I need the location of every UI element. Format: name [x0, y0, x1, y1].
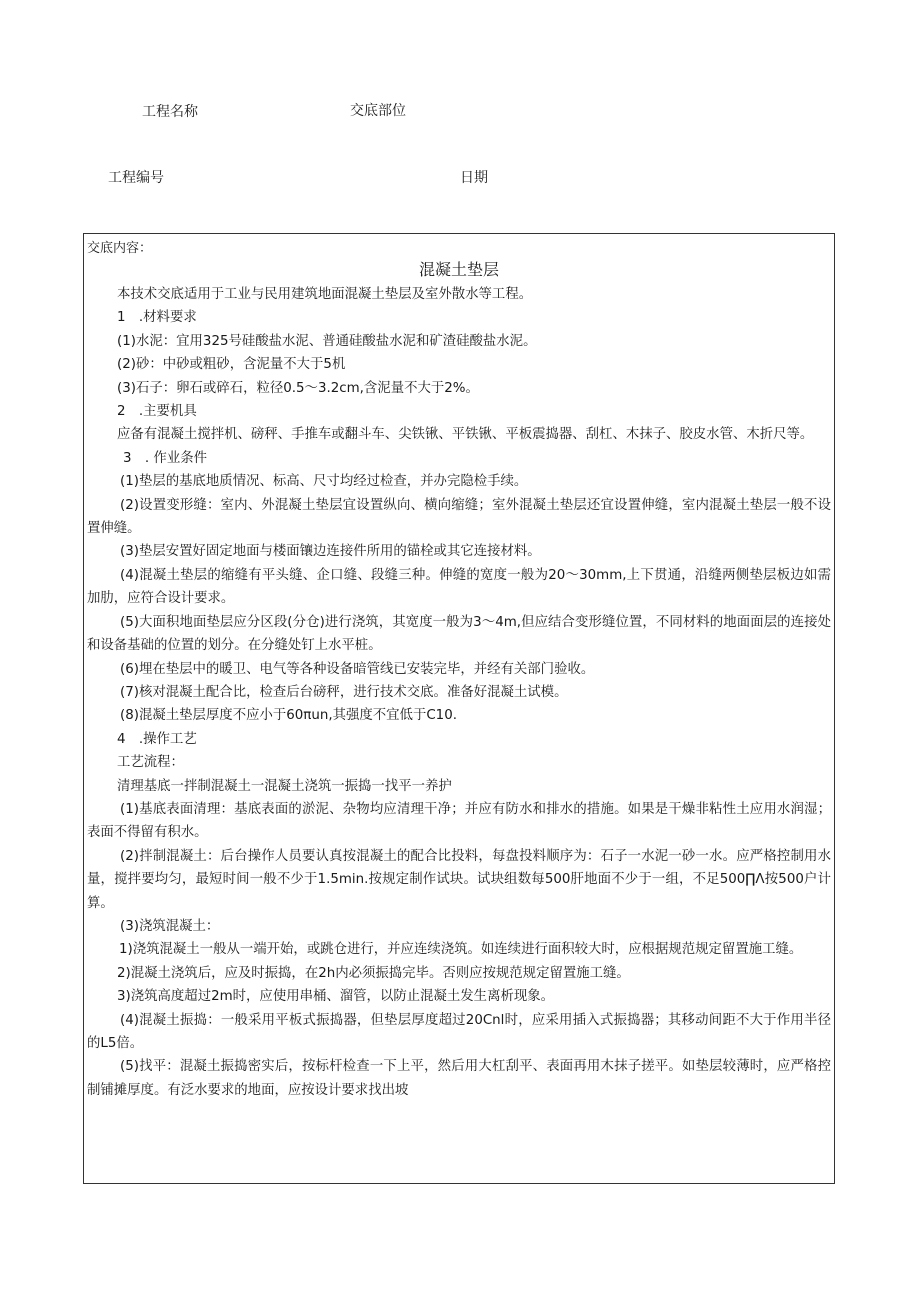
paragraph-step-1: (1)基底表面清理：基底表面的淤泥、杂物均应清理干净；并应有防水和排水的措施。如果是干燥非粘性土应用水润湿；表面不得留有积水。	[87, 801, 831, 841]
paragraph-step-3: (3)浇筑混凝土：	[120, 918, 220, 934]
paragraph-step-2: (2)拌制混凝土：后台操作人员要认真按混凝土的配合比投料，每盘投料顺序为：石子一水泥一砂一水。应严格控制用水量，搅拌要均匀，最短时间一般不少于1.5min.按规定制作试块。试块组数每500肝地面不少于一组，不足500∏Λ按500户计算。	[87, 848, 831, 911]
content-box	[83, 233, 835, 1184]
paragraph-step-5: (5)找平：混凝土振捣密实后，按标杆检查一下上平，然后用大杠刮平、表面再用木抹子搓平。如垫层较薄时，应严格控制铺摊厚度。有泛水要求的地面，应按设计要求找出坡	[87, 1059, 831, 1098]
process-flow-label: 工艺流程：	[117, 755, 184, 771]
paragraph-sand: (2)砂：中砂或粗砂，含泥量不大于5机	[117, 357, 346, 373]
paragraph-condition-8: (8)混凝土垫层厚度不应小于60πun,其强度不宜低于C10.	[120, 708, 457, 724]
paragraph-condition-4: (4)混凝土垫层的缩缝有平头缝、企口缝、段缝三种。伸缝的宽度一般为20～30mm,上下贯通，沿缝两侧垫层板边如需加肋，应符合设计要求。	[87, 567, 831, 607]
paragraph-step-3-1: 1)浇筑混凝土一般从一端开始，或跳仓进行，并应连续浇筑。如连续进行面积较大时，应根据规范规定留置施工缝。	[119, 942, 803, 958]
paragraph-cement: (1)水泥：宜用325号硅酸盐水泥、普通硅酸盐水泥和矿渣硅酸盐水泥。	[117, 333, 537, 349]
location-label: 交底部位	[350, 103, 406, 119]
paragraph-tools: 应备有混凝土搅拌机、磅秤、手推车或翻斗车、尖铁锹、平铁锹、平板震捣器、刮杠、木抹子、胶皮水管、木折尺等。	[117, 427, 814, 443]
content-label: 交底内容：	[87, 241, 153, 256]
paragraph-stone: (3)石子：卵石或碎石，粒径0.5～3.2cm,含泥量不大于2%。	[117, 380, 479, 396]
date-label: 日期	[460, 170, 488, 186]
paragraph-step-4: (4)混凝土振捣：一般采用平板式振捣器，但垫层厚度超过20Cnl时，应采用插入式振捣器；其移动间距不大于作用半径的L5倍。	[87, 1012, 831, 1051]
paragraph-condition-6: (6)埋在垫层中的暖卫、电气等各种设备暗管线已安装完毕，并经有关部门验收。	[120, 661, 595, 677]
paragraph-condition-1: (1)垫层的基底地质情况、标高、尺寸均经过检查，并办完隐检手续。	[120, 474, 528, 490]
section-heading-materials: 1 .材料要求	[117, 310, 197, 326]
paragraph-step-3-2: 2)混凝土浇筑后，应及时振捣，在2h内必须振捣完毕。否则应按规范规定留置施工缝。	[117, 965, 630, 981]
paragraph-step-3-3: 3)浇筑高度超过2m时，应使用串桶、溜管，以防止混凝土发生离析现象。	[117, 989, 555, 1005]
paragraph-condition-5: (5)大面积地面垫层应分区段(分仓)进行浇筑，其宽度一般为3～4m,但应结合变形缝位置，不同材料的地面面层的连接处和设备基础的位置的划分。在分缝处钉上水平桩。	[87, 614, 831, 654]
project-no-label: 工程编号	[108, 170, 164, 186]
section-heading-tools: 2 .主要机具	[117, 404, 197, 420]
project-name-label: 工程名称	[142, 104, 198, 120]
intro-paragraph: 本技术交底适用于工业与民用建筑地面混凝土垫层及室外散水等工程。	[117, 287, 533, 302]
paragraph-condition-7: (7)核对混凝土配合比，检查后台磅秤，进行技术交底。准备好混凝土试模。	[120, 684, 568, 700]
section-heading-process: 4 .操作工艺	[117, 731, 197, 747]
paragraph-condition-2: (2)设置变形缝：室内、外混凝土垫层宜设置纵向、横向缩缝；室外混凝土垫层还宜设置伸缝，室内混凝土垫层一般不设置伸缝。	[87, 497, 831, 537]
paragraph-condition-3: (3)垫层安置好固定地面与楼面镶边连接件所用的锚栓或其它连接材料。	[120, 544, 541, 560]
document-title: 混凝土垫层	[418, 260, 499, 279]
section-heading-conditions: 3 . 作业条件	[123, 450, 207, 466]
process-flow: 清理基底一拌制混凝土一混凝土浇筑一振捣一找平一养护	[117, 778, 452, 794]
